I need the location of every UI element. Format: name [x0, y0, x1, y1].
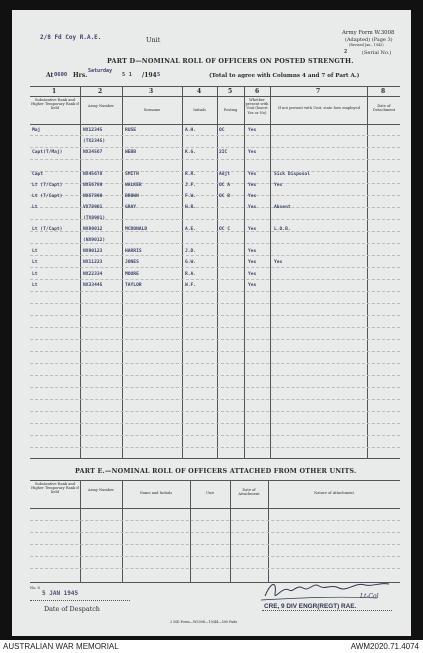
- row-guide: [30, 267, 400, 268]
- row-init-cell: A.H.: [185, 128, 197, 133]
- part-e-top-rule: [30, 480, 400, 481]
- row-rank-cell: Maj: [32, 128, 41, 133]
- row-pres-cell: Yes: [248, 128, 257, 133]
- col-divider: [270, 86, 271, 458]
- col-divider: [182, 86, 183, 458]
- row-num-cell: (TX2345): [83, 139, 106, 145]
- table-number-rule: [30, 96, 400, 97]
- day-typed: Saturday: [88, 68, 113, 74]
- row-guide: [30, 159, 400, 160]
- row-init-cell: H.R.: [185, 205, 197, 211]
- row-guide: [30, 255, 400, 256]
- row-rank-cell: Lt (T/Capt): [32, 183, 63, 189]
- col-header-employment: If not present with Unit, state how employed: [278, 106, 360, 110]
- row-rank-cell: Lt: [32, 271, 38, 277]
- col-number: 8: [381, 88, 386, 95]
- row-pres-cell: Yes: [248, 260, 257, 266]
- part-e-header-rule: [30, 508, 400, 509]
- signature-title: CRE, 9 DIV ENGR(REGT) RAE.: [264, 603, 357, 610]
- row-name-cell: BROWN: [125, 194, 139, 200]
- row-init-cell: F.W.: [185, 194, 197, 200]
- row-guide: [30, 339, 400, 340]
- row-name-cell: MCDONALD: [125, 227, 148, 233]
- row-post-cell: OC C: [219, 227, 231, 233]
- row-rank-cell: Capt: [32, 172, 44, 178]
- row-pres-cell: Yes: [248, 227, 257, 233]
- row-num-cell: NX12345: [83, 128, 103, 133]
- archive-name: AUSTRALIAN WAR MEMORIAL: [3, 642, 119, 651]
- col-divider: [190, 480, 191, 582]
- row-guide: [30, 375, 400, 376]
- at-label: At: [46, 72, 54, 79]
- row-init-cell: A.E.: [185, 227, 197, 233]
- row-pres-cell: Yes: [248, 172, 257, 178]
- serial-typed: 2: [344, 49, 348, 55]
- row-guide: [30, 411, 400, 412]
- col-number: 5: [228, 88, 233, 95]
- col-header-posting: Posting: [223, 108, 238, 112]
- printer-imprint: 2 MD Form—W3008—10/44—500 Pads: [170, 620, 238, 624]
- row-post-cell: OC A: [219, 183, 231, 189]
- row-guide: [30, 399, 400, 400]
- row-post-cell: OC: [219, 128, 225, 133]
- part-d-title: PART D—NOMINAL ROLL OF OFFICERS ON POSTED STRENGTH.: [107, 57, 354, 65]
- row-name-cell: RUSE: [125, 128, 137, 133]
- row-name-cell: SMITH: [125, 172, 139, 178]
- table-bottom-rule: [30, 458, 400, 459]
- hrs-label: Hrs.: [73, 72, 88, 79]
- row-init-cell: J.F.: [185, 183, 197, 189]
- row-post-cell: OC B: [219, 194, 231, 200]
- row-num-cell: (TX8901): [83, 216, 106, 222]
- col-number: 6: [255, 88, 260, 95]
- row-pres-cell: Yes: [248, 194, 257, 200]
- row-num-cell: NX33445: [83, 282, 103, 288]
- row-num-cell: NX11223: [83, 260, 103, 266]
- despatch-stamp: 5 JAN 1945: [42, 590, 79, 597]
- row-rank-cell: Lt (T/Capt): [32, 227, 63, 233]
- row-name-cell: JONES: [125, 260, 139, 266]
- col-divider: [80, 480, 81, 582]
- serial-label: (Serial No.): [362, 50, 392, 56]
- part-e-title: PART E.—NOMINAL ROLL OF OFFICERS ATTACHED FROM OTHER UNITS.: [75, 467, 357, 475]
- row-num-cell: NX22334: [83, 271, 103, 277]
- row-guide: [30, 147, 400, 148]
- row-init-cell: W.F.: [185, 282, 197, 288]
- col-header-surname: Surname: [143, 108, 161, 112]
- despatch-line: [30, 600, 130, 601]
- row-guide: [30, 556, 400, 557]
- row-guide: [30, 387, 400, 388]
- row-init-cell: R.A.: [185, 271, 197, 277]
- date-typed: 5 1: [122, 72, 132, 78]
- row-guide: [30, 532, 400, 533]
- row-rank-cell: Capt(T/Maj): [32, 150, 63, 156]
- form-subtitle: (Adapted) (Page 3): [345, 37, 393, 43]
- col-number: 3: [149, 88, 154, 95]
- row-pres-cell: Yes: [248, 271, 257, 277]
- year-typed: 5: [157, 72, 161, 78]
- row-guide: [30, 135, 400, 136]
- row-emp-cell: Yes: [274, 260, 283, 266]
- col-divider: [367, 86, 368, 458]
- col-divider: [122, 86, 123, 458]
- row-post-cell: 2IC: [219, 150, 228, 156]
- row-pres-cell: Yes: [248, 205, 257, 211]
- row-emp-cell: Absent: [274, 205, 291, 211]
- row-guide: [30, 568, 400, 569]
- part-e-header-nature: Nature of Attachment: [314, 491, 354, 495]
- row-guide: [30, 327, 400, 328]
- col-header-army-number: Army Number: [88, 104, 114, 108]
- row-name-cell: GRAY: [125, 205, 137, 211]
- despatch-label: Date of Despatch: [44, 605, 100, 613]
- row-guide: [30, 447, 400, 448]
- col-divider: [244, 86, 245, 458]
- row-pres-cell: Yes: [248, 183, 257, 189]
- time-value: 0600: [54, 72, 68, 78]
- row-guide: [30, 279, 400, 280]
- row-name-cell: TAYLOR: [125, 282, 142, 288]
- form-title: Army Form W.3008: [342, 30, 395, 36]
- archive-caption: [0, 640, 423, 653]
- col-divider: [230, 480, 231, 582]
- row-num-cell: NX90123: [83, 249, 103, 255]
- part-e-header-name: Name and Initials: [139, 491, 173, 495]
- total-note: (Total to agree with Columns 4 and 7 of Part A.): [209, 73, 360, 79]
- row-pres-cell: Yes: [248, 249, 257, 255]
- col-divider: [217, 86, 218, 458]
- row-guide: [30, 303, 400, 304]
- row-emp-cell: L.O.B.: [274, 227, 291, 233]
- row-guide: [30, 520, 400, 521]
- row-guide: [30, 351, 400, 352]
- row-num-cell: NX45678: [83, 172, 103, 178]
- row-num-cell: NX67890: [83, 194, 103, 200]
- col-divider: [268, 480, 269, 582]
- col-number: 4: [197, 88, 202, 95]
- signature-line: [262, 610, 392, 611]
- row-rank-cell: Lt: [32, 249, 38, 255]
- row-emp-cell: Sick Disposal: [274, 172, 310, 178]
- row-init-cell: G.W.: [185, 260, 197, 266]
- unit-typed: 2/8 Fd Coy R.A.E.: [40, 34, 102, 41]
- row-post-cell: Adjt: [219, 172, 231, 178]
- part-e-header-army-number: Army Number: [88, 488, 114, 492]
- row-guide: [30, 363, 400, 364]
- row-name-cell: MOORE: [125, 271, 139, 277]
- row-guide: [30, 291, 400, 292]
- row-init-cell: K.G.: [185, 150, 197, 156]
- row-guide: [30, 435, 400, 436]
- row-num-cell: (NX9012): [83, 238, 106, 244]
- table-top-rule: [30, 86, 400, 87]
- unit-label: Unit: [146, 36, 161, 44]
- part-e-header-unit: Unit: [206, 491, 214, 495]
- col-header-detachment-date: Date of Detachment: [372, 104, 396, 113]
- row-rank-cell: Lt (T/Capt): [32, 194, 63, 200]
- archive-id: AWM2020.71.4074: [350, 642, 419, 651]
- row-name-cell: HARRIS: [125, 249, 142, 255]
- row-guide: [30, 315, 400, 316]
- col-number: 7: [316, 88, 321, 95]
- year-label: /194: [142, 72, 157, 79]
- row-init-cell: J.D.: [185, 249, 197, 255]
- signature-rank: Lt-Col: [360, 593, 379, 600]
- row-pres-cell: Yes: [248, 150, 257, 156]
- col-header-initials: Initials: [193, 108, 206, 112]
- row-num-cell: NX89012: [83, 227, 103, 233]
- small-code: No. 8: [30, 586, 40, 590]
- row-pres-cell: Yes: [248, 282, 257, 288]
- row-rank-cell: Lt: [32, 260, 38, 266]
- row-num-cell: VX78901: [83, 205, 103, 211]
- row-emp-cell: Yes: [274, 183, 283, 189]
- col-header-rank: Substantive Rank and Higher Temporary Rank if held: [31, 98, 79, 111]
- row-guide: [30, 423, 400, 424]
- row-rank-cell: Lt: [32, 205, 38, 211]
- row-num-cell: NX34567: [83, 150, 103, 156]
- form-revision: (Revised Jan., 1942): [349, 43, 384, 47]
- col-number: 1: [52, 88, 57, 95]
- row-name-cell: WEBB: [125, 150, 137, 156]
- row-num-cell: NX56789: [83, 183, 103, 189]
- row-rank-cell: Lt: [32, 282, 38, 288]
- col-divider: [80, 86, 81, 458]
- row-init-cell: R.R.: [185, 172, 197, 178]
- col-number: 2: [98, 88, 103, 95]
- col-header-present: Whether present with Unit (Insert Yes or No): [245, 98, 269, 115]
- part-e-header-rank: Substantive Rank and Higher Temporary Rank if held: [31, 482, 79, 495]
- part-e-header-date: Date of Attachment: [238, 488, 260, 497]
- table-header-rule: [30, 124, 400, 125]
- row-guide: [30, 544, 400, 545]
- form-page: [12, 10, 411, 636]
- col-divider: [122, 480, 123, 582]
- row-name-cell: WALKER: [125, 183, 142, 189]
